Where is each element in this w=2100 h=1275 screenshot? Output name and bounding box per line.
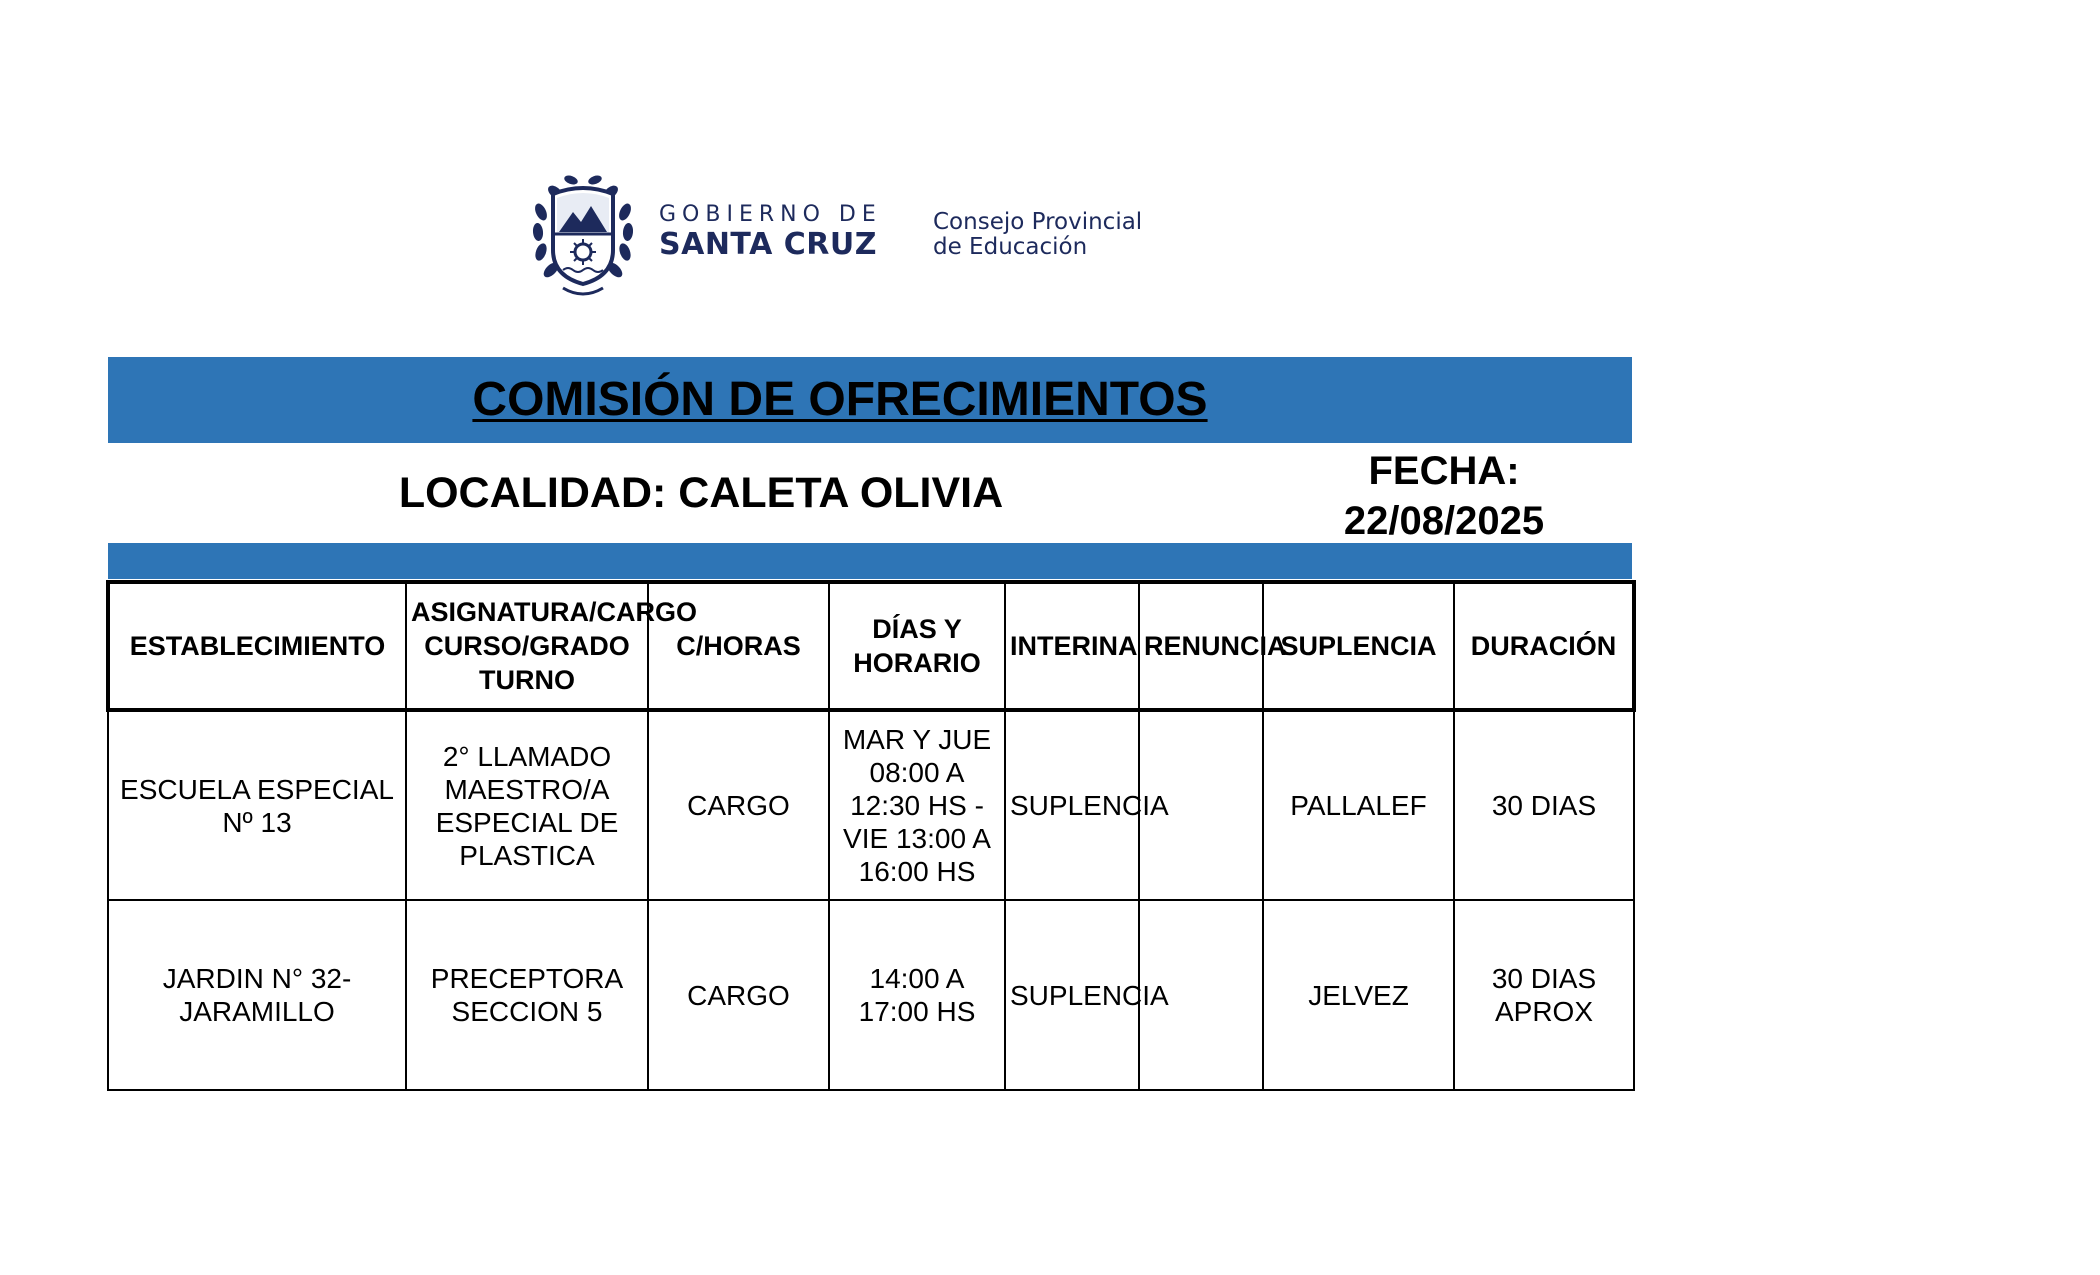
- cell-suplencia: PALLALEF: [1263, 710, 1454, 900]
- column-header-label: INTERINA: [1010, 631, 1138, 661]
- page-title: COMISIÓN DE OFRECIMIENTOS: [472, 373, 1208, 426]
- column-header-label: DURACIÓN: [1470, 631, 1617, 661]
- santa-cruz-seal-icon: [533, 172, 633, 302]
- council-name-line2: de Educación: [933, 234, 1088, 260]
- header-divider-band: [108, 543, 1632, 579]
- column-header-asignatura: [406, 582, 697, 710]
- locality-label: LOCALIDAD: CALETA OLIVIA: [398, 469, 1004, 517]
- column-header-label: DÍAS Y HORARIO: [853, 614, 981, 678]
- cell-duracion: 30 DIAS APROX: [1454, 900, 1634, 1090]
- cell-horario: 14:00 A 17:00 HS: [829, 900, 1005, 1090]
- cell-asignatura: 2° LLAMADO MAESTRO/A ESPECIAL DE PLASTICA: [406, 710, 648, 900]
- cell-asignatura: PRECEPTORA SECCION 5: [406, 900, 648, 1090]
- council-name: [933, 210, 1142, 260]
- column-header-duracion: [1454, 582, 1634, 710]
- date-label: FECHA:: [1368, 449, 1520, 493]
- cell-establecimiento: JARDIN N° 32- JARAMILLO: [108, 900, 406, 1090]
- cell-horario: MAR Y JUE 08:00 A 12:30 HS - VIE 13:00 A 16:00 HS: [829, 710, 1005, 900]
- cell-suplencia: JELVEZ: [1263, 900, 1454, 1090]
- column-header-label: RENUNCIA: [1144, 631, 1287, 661]
- cell-horas: CARGO: [648, 710, 829, 900]
- cell-duracion: 30 DIAS: [1454, 710, 1634, 900]
- column-header-suplencia: [1263, 582, 1454, 710]
- column-header-label: C/HORAS: [676, 631, 801, 661]
- government-name-line2: SANTA CRUZ: [659, 227, 877, 262]
- column-header-establecimiento: [108, 582, 406, 710]
- table-header-row: [108, 582, 1634, 710]
- cell-interina: SUPLENCIA: [1005, 710, 1139, 900]
- title-band: [108, 357, 1632, 443]
- date-block: [1294, 446, 1594, 546]
- column-header-horario: [829, 582, 1005, 710]
- column-header-label: SUPLENCIA: [1280, 631, 1437, 661]
- government-name: [659, 202, 882, 262]
- government-logo: [533, 172, 1173, 302]
- column-header-renuncia: [1139, 582, 1287, 710]
- offers-table: [106, 580, 1636, 1091]
- column-header-label: ESTABLECIMIENTO: [129, 631, 386, 661]
- column-header-label: ASIGNATURA/CARGO CURSO/GRADO TURNO: [411, 597, 697, 695]
- table-row: [108, 900, 1634, 1090]
- government-name-line1: GOBIERNO DE: [659, 202, 882, 227]
- cell-horas: CARGO: [648, 900, 829, 1090]
- table-row: [108, 710, 1634, 900]
- cell-interina: SUPLENCIA: [1005, 900, 1139, 1090]
- council-name-line1: Consejo Provincial: [933, 209, 1143, 235]
- cell-establecimiento: ESCUELA ESPECIAL Nº 13: [108, 710, 406, 900]
- column-header-interina: [1005, 582, 1139, 710]
- date-value: 22/08/2025: [1343, 499, 1545, 543]
